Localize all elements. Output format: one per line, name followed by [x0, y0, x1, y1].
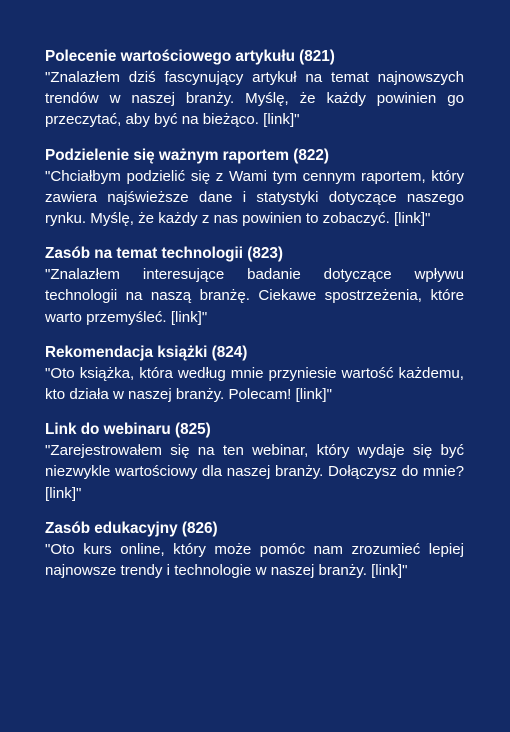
entry-body: "Zarejestrowałem się na ten webinar, który wydaje się być niezwykle wartościowy dla naszej branży. Dołączysz do mnie? [link]": [45, 442, 464, 502]
entry-body: "Znalazłem interesujące badanie dotyczące wpływu technologii na naszą branżę. Ciekawe spostrzeżenia, które warto przemyśleć. [link]": [45, 266, 464, 326]
entry-title: Podzielenie się ważnym raportem (822): [45, 146, 329, 164]
entry-body: "Oto kurs online, który może pomóc nam zrozumieć lepiej najnowsze trendy i technologie w naszej branży. [link]": [45, 540, 464, 580]
entry-title: Link do webinaru (825): [45, 421, 211, 439]
entry-824: [45, 342, 464, 405]
entry-title: Zasób na temat technologii (823): [45, 245, 283, 263]
entry-823: [45, 243, 464, 328]
entry-title: Rekomendacja książki (824): [45, 343, 248, 361]
entry-825: [45, 419, 464, 504]
entry-body: "Znalazłem dziś fascynujący artykuł na temat najnowszych trendów w naszej branży. Myślę, że każdy powinien go przeczytać, aby być na bieżąco. [link]": [45, 69, 464, 129]
entry-826: [45, 518, 464, 581]
entry-body: "Chciałbym podzielić się z Wami tym cennym raportem, który zawiera najświeższe dane i statystyki dotyczące naszego rynku. Myślę, że każdy z nas powinien to zobaczyć. [link]": [45, 167, 464, 228]
entry-title: Zasób edukacyjny (826): [45, 519, 218, 537]
entry-body: "Oto książka, która według mnie przyniesie wartość każdemu, kto działa w naszej branży. Polecam! [link]": [45, 364, 464, 404]
entry-822: [45, 145, 464, 230]
entry-821: [45, 46, 464, 131]
entry-title: Polecenie wartościowego artykułu (821): [45, 48, 335, 65]
